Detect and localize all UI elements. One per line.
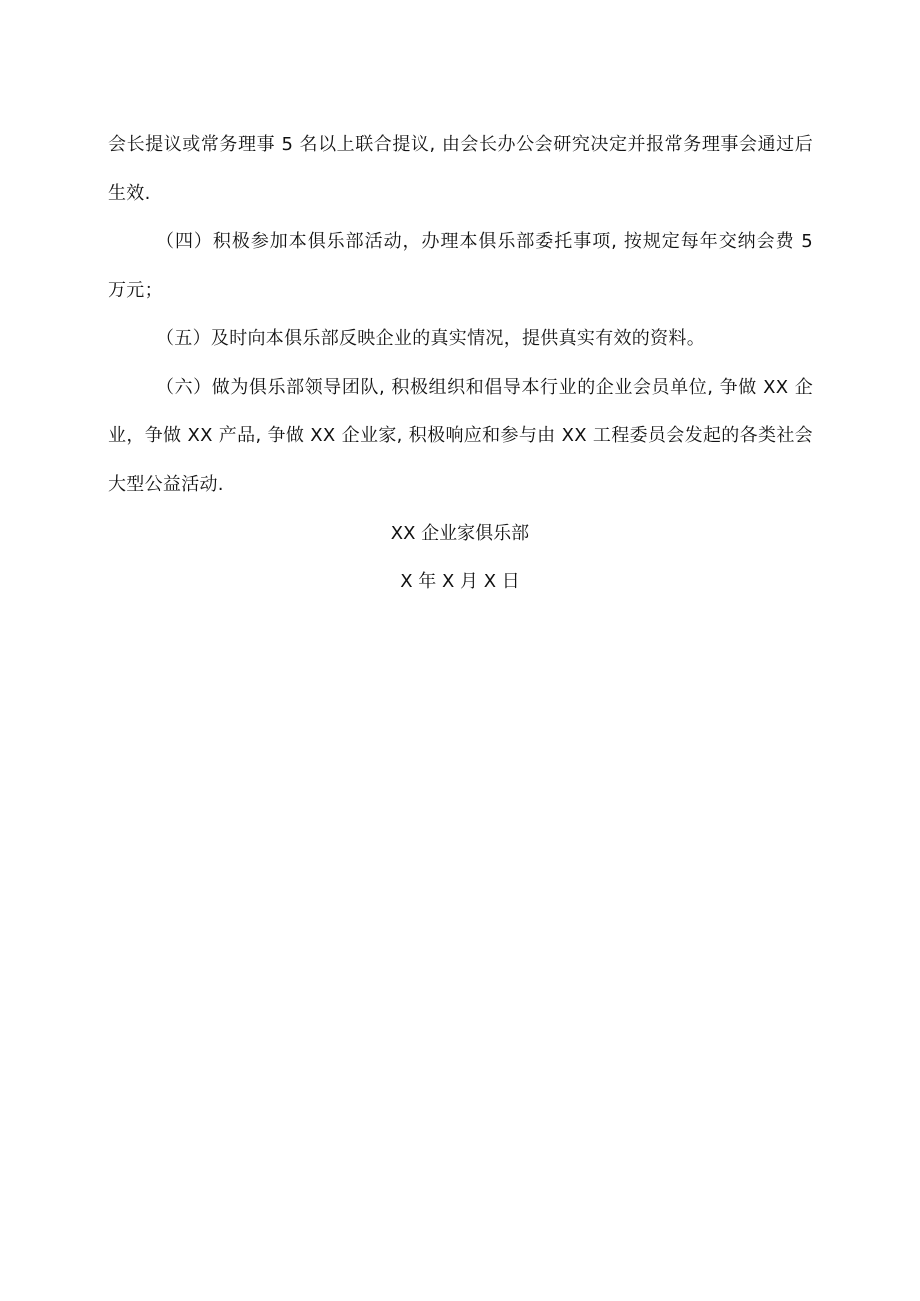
document-body <box>108 121 813 509</box>
signature-organization: XX 企业家俱乐部 <box>390 523 530 544</box>
paragraph-item-5: （五）及时向本俱乐部反映企业的真实情况，提供真实有效的资料。 <box>156 328 705 349</box>
paragraph-item-4: （四）积极参加本俱乐部活动，办理本俱乐部委托事项, 按规定每年交纳会费 5 万元； <box>108 231 813 301</box>
paragraph-continuation: 会长提议或常务理事 5 名以上联合提议, 由会长办公会研究决定并报常务理事会通过后生效. <box>108 134 813 204</box>
signature-date: X 年 X 月 X 日 <box>400 571 520 592</box>
paragraph-item-6: （六）做为俱乐部领导团队, 积极组织和倡导本行业的企业会员单位, 争做 XX 企业，争做 XX 产品, 争做 XX 企业家, 积极响应和参与由 XX 工程委员会发起的各类社会大型公益活动. <box>108 376 813 495</box>
